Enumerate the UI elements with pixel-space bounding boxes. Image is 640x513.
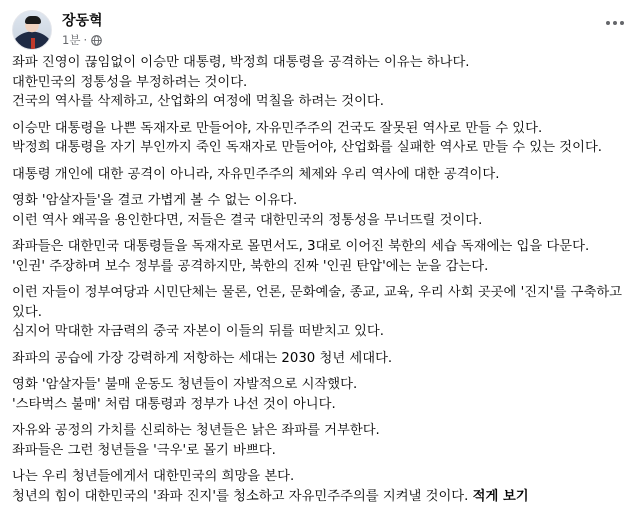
post-body — [12, 53, 632, 513]
post-time[interactable]: 1분 — [62, 33, 81, 47]
post-line: 이런 자들이 정부여당과 시민단체는 물론, 언론, 문화예술, 종교, 교육, 우리 사회 곳곳에 '진지'를 구축하고 있다. — [12, 285, 623, 320]
post-paragraph — [12, 467, 632, 506]
avatar-hair — [25, 16, 41, 24]
meta-separator: · — [83, 33, 88, 47]
post-paragraph — [12, 375, 632, 414]
post-line: 박정희 대통령을 자기 부인까지 죽인 독재자로 만들어야, 산업화를 실패한 역사로 만들 수 있는 것이다. — [12, 140, 603, 155]
post-paragraph — [12, 53, 632, 112]
post-line: 좌파 진영이 끊임없이 이승만 대통령, 박정희 대통령을 공격하는 이유는 하나다. — [12, 55, 470, 70]
post-line: 좌파들은 대한민국 대통령들을 독재자로 몰면서도, 3대로 이어진 북한의 세습 독재에는 입을 다문다. — [12, 239, 590, 254]
more-options-icon[interactable] — [604, 14, 626, 32]
post-paragraph — [12, 421, 632, 460]
post-header — [12, 8, 103, 52]
globe-icon[interactable] — [91, 35, 102, 46]
author-name[interactable]: 장동혁 — [62, 13, 103, 29]
post-line: 이승만 대통령을 나쁜 독재자로 만들어야, 자유민주주의 건국도 잘못된 역사로 만들 수 있다. — [12, 120, 543, 136]
post-paragraph — [12, 237, 632, 276]
post-subline — [62, 32, 103, 48]
post-line — [12, 487, 632, 507]
post-line: 좌파의 공습에 가장 강력하게 저항하는 세대는 2030 청년 세대다. — [12, 350, 393, 366]
post-paragraph — [12, 283, 632, 342]
post-line: 대통령 개인에 대한 공격이 아니라, 자유민주주의 체제와 우리 역사에 대한 공격이다. — [12, 166, 500, 182]
post-line: 심지어 막대한 자금력의 중국 자본이 이들의 뒤를 떠받치고 있다. — [12, 324, 385, 339]
post-line: '인권' 주장하며 보수 정부를 공격하지만, 북한의 진짜 '인권 탄압'에는 눈을 감는다. — [12, 258, 489, 274]
post-line: 좌파들은 그런 청년들을 '극우'로 몰기 바쁘다. — [12, 442, 276, 458]
post-paragraph — [12, 191, 632, 230]
post-paragraph — [12, 165, 632, 185]
post-paragraph — [12, 349, 632, 369]
post-line: 건국의 역사를 삭제하고, 산업화의 여정에 먹칠을 하려는 것이다. — [12, 94, 385, 109]
post-line: '스타벅스 불매' 처럼 대통령과 정부가 나선 것이 아니다. — [12, 396, 336, 412]
post-paragraph — [12, 119, 632, 158]
post-line: 영화 '암살자들'을 결코 가볍게 볼 수 없는 이유다. — [12, 193, 298, 208]
post-line: 나는 우리 청년들에게서 대한민국의 희망을 본다. — [12, 469, 295, 484]
avatar[interactable] — [12, 10, 52, 50]
post-line: 자유와 공정의 가치를 신뢰하는 청년들은 낡은 좌파를 거부한다. — [12, 423, 380, 438]
post-line-text: 청년의 힘이 대한민국의 '좌파 진지'를 청소하고 자유민주주의를 지켜낼 것이다. — [12, 488, 469, 504]
post-meta — [62, 12, 103, 48]
see-less-link[interactable]: 적게 보기 — [472, 488, 529, 504]
avatar-tie — [31, 38, 35, 50]
post-line: 영화 '암살자들' 불매 운동도 청년들이 자발적으로 시작했다. — [12, 377, 358, 392]
post-line: 이런 역사 왜곡을 용인한다면, 저들은 결국 대한민국의 정통성을 무너뜨릴 것이다. — [12, 212, 483, 228]
post-line: 대한민국의 정통성을 부정하려는 것이다. — [12, 74, 248, 90]
